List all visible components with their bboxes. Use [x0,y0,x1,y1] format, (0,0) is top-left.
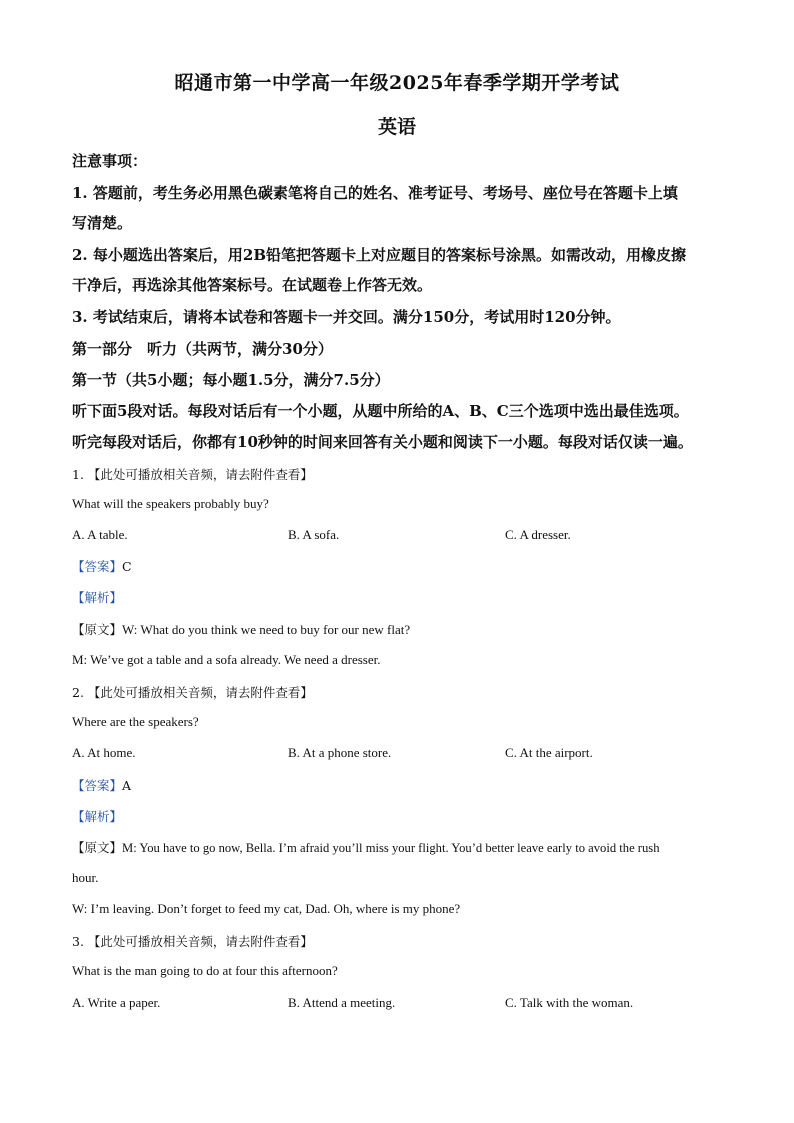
question-number: 2. [72,685,84,700]
question-2-analysis-tag: 【解析】 [72,809,123,824]
exam-title: 昭通市第一中学高一年级2025年春季学期开学考试 [174,72,620,94]
question-1-script-line-1 [72,620,410,638]
exam-subject: 英语 [377,116,416,138]
question-2-script-line-2: hour. [72,870,99,885]
section-heading: 第一节（共5小题；每小题1.5分，满分7.5分） [72,371,390,389]
audio-placeholder[interactable]: 【此处可播放相关音频，请去附件查看】 [87,934,313,949]
answer-tag: 【答案】 [72,559,123,574]
question-2-option-c: C. At the airport. [505,745,593,760]
note-2-line-1: 2. 每小题选出答案后，用2B铅笔把答题卡上对应题目的答案标号涂黑。如需改动，用橡皮擦 [72,246,687,264]
script-text: W: What do you think we need to buy for our new flat? [122,622,411,637]
question-1-text: What will the speakers probably buy? [72,496,269,511]
question-1-script-line-2: M: We’ve got a table and a sofa already. We need a dresser. [72,652,381,667]
question-1-answer [72,557,132,575]
notes-heading: 注意事项： [72,152,148,170]
question-number: 1. [72,467,84,482]
audio-placeholder[interactable]: 【此处可播放相关音频，请去附件查看】 [87,685,313,700]
script-tag: 【原文】 [72,622,123,637]
note-1-line-1: 1. 答题前，考生务必用黑色碳素笔将自己的姓名、准考证号、考场号、座位号在答题卡上填 [72,184,678,202]
question-number: 3. [72,934,84,949]
question-3-option-b: B. Attend a meeting. [288,995,396,1010]
instruction-line-2: 听完每段对话后，你都有10秒钟的时间来回答有关小题和阅读下一小题。每段对话仅读一遍。 [72,433,693,451]
question-3-text: What is the man going to do at four this afternoon? [72,963,338,978]
script-text: M: You have to go now, Bella. I’m afraid you’ll miss your flight. You’d better leave early to avoid the rush [122,841,660,855]
question-2-answer [72,776,131,794]
question-1-analysis-tag: 【解析】 [72,590,123,605]
audio-placeholder[interactable]: 【此处可播放相关音频，请去附件查看】 [87,467,313,482]
question-2-option-a: A. At home. [72,745,136,760]
script-tag: 【原文】 [72,840,123,855]
question-2-header [72,683,313,701]
answer-tag: 【答案】 [72,778,123,793]
note-2-line-2: 干净后，再选涂其他答案标号。在试题卷上作答无效。 [72,276,433,294]
question-1-header [72,465,313,483]
question-2-script-line-1 [72,838,660,856]
question-1-option-a: A. A table. [72,527,128,542]
question-2-script-line-3: W: I’m leaving. Don’t forget to feed my cat, Dad. Oh, where is my phone? [72,901,461,916]
question-2-option-b: B. At a phone store. [288,745,392,760]
answer-value: C [122,559,132,574]
question-3-option-a: A. Write a paper. [72,995,161,1010]
question-1-option-b: B. A sofa. [288,527,340,542]
answer-value: A [122,778,132,793]
instruction-line-1: 听下面5段对话。每段对话后有一个小题，从题中所给的A、B、C三个选项中选出最佳选项。 [72,402,689,420]
question-3-option-c: C. Talk with the woman. [505,995,634,1010]
note-3: 3. 考试结束后，请将本试卷和答题卡一并交回。满分150分，考试用时120分钟。 [72,308,621,326]
note-1-line-2: 写清楚。 [72,214,133,232]
question-3-header [72,932,313,950]
question-2-text: Where are the speakers? [72,714,199,729]
part-heading: 第一部分 听力（共两节，满分30分） [72,340,333,358]
question-1-option-c: C. A dresser. [505,527,571,542]
